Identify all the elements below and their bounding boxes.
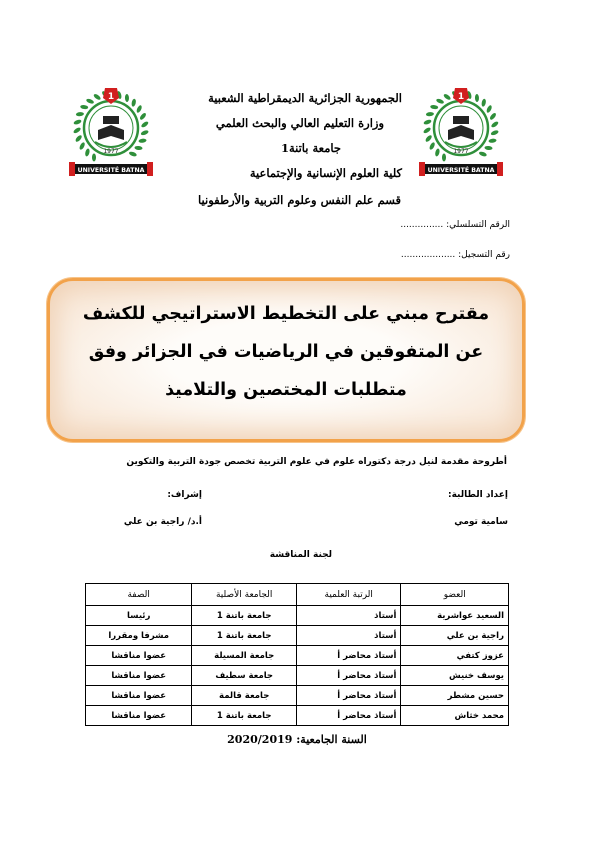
header-department: قسم علم النفس وعلوم التربية والأرطفونيا — [198, 193, 401, 207]
member-rank: أستاذ — [297, 626, 401, 646]
title-frame — [47, 278, 525, 442]
member-university: جامعة سطيف — [192, 666, 297, 686]
table-row — [86, 666, 509, 686]
member-rank: أستاذ محاضر أ — [297, 646, 401, 666]
committee-heading: لجنة المناقشة — [269, 550, 332, 560]
svg-text:1977: 1977 — [103, 148, 119, 155]
university-logo-left — [65, 82, 157, 182]
member-role: رئيسا — [86, 606, 192, 626]
table-header-row — [86, 584, 509, 606]
table-row — [86, 706, 509, 726]
thesis-title: مقترح مبني على التخطيط الاستراتيجي للكشف عن المتفوقين في الرياضيات في الجزائر وفق متطلبات المختصين والتلاميذ — [82, 304, 490, 400]
table-row — [86, 606, 509, 626]
committee-table — [85, 583, 509, 726]
member-name: عزوز كتفي — [401, 646, 509, 666]
svg-text:UNIVERSITÉ BATNA: UNIVERSITÉ BATNA — [427, 167, 495, 174]
header-faculty: كلية العلوم الإنسانية والإجتماعية — [249, 166, 402, 180]
member-name: يوسف خنيش — [401, 666, 509, 686]
university-logo-right — [415, 82, 507, 182]
member-name: السعيد عواشرية — [401, 606, 509, 626]
supervisor-label: إشراف: — [167, 490, 202, 500]
committee-rows — [86, 606, 509, 726]
member-rank: أستاذ محاضر أ — [297, 666, 401, 686]
member-rank: أستاذ محاضر أ — [297, 706, 401, 726]
member-role: عضوا مناقشا — [86, 706, 192, 726]
svg-text:UNIVERSITÉ BATNA: UNIVERSITÉ BATNA — [77, 167, 145, 174]
header-university: جامعة باتنة1 — [280, 141, 341, 155]
thesis-subtitle: أطروحة مقدمة لنيل درجة دكتوراه علوم في علوم التربية تخصص جودة التربية والتكوين — [126, 457, 507, 467]
member-university: جامعة باتنة 1 — [192, 706, 297, 726]
member-name: محمد خثاش — [401, 706, 509, 726]
svg-text:1: 1 — [457, 92, 465, 102]
header-ministry: وزارة التعليم العالي والبحث العلمي — [215, 116, 384, 130]
svg-text:1977: 1977 — [453, 148, 469, 155]
member-rank: أستاذ محاضر أ — [297, 686, 401, 706]
header-university: الجامعة الأصلية — [192, 584, 297, 606]
member-name: حسين مشطر — [401, 686, 509, 706]
header-republic: الجمهورية الجزائرية الديمقراطية الشعبية — [208, 91, 402, 105]
student-name: سامية تومي — [454, 517, 508, 527]
member-rank: أستاذ — [297, 606, 401, 626]
student-label: إعداد الطالبة: — [448, 490, 508, 500]
table-row — [86, 686, 509, 706]
member-university: جامعة باتنة 1 — [192, 626, 297, 646]
registration-number-label: رقم التسجيل: ................... — [400, 250, 510, 260]
supervisor-name: أ.د/ راجية بن علي — [123, 517, 202, 527]
academic-year: السنة الجامعية: 2020/2019 — [227, 733, 367, 746]
member-role: عضوا مناقشا — [86, 686, 192, 706]
header-rank: الرتبة العلمية — [297, 584, 401, 606]
svg-text:1: 1 — [107, 92, 115, 102]
member-role: مشرفا ومقررا — [86, 626, 192, 646]
header-role: الصفة — [86, 584, 192, 606]
header-member: العضو — [401, 584, 509, 606]
member-university: جامعة باتنة 1 — [192, 606, 297, 626]
member-role: عضوا مناقشا — [86, 666, 192, 686]
table-row — [86, 646, 509, 666]
serial-number-label: الرقم التسلسلي: ............... — [400, 220, 510, 230]
member-name: راجية بن علي — [401, 626, 509, 646]
member-university: جامعة المسيلة — [192, 646, 297, 666]
member-role: عضوا مناقشا — [86, 646, 192, 666]
table-row — [86, 626, 509, 646]
member-university: جامعة قالمة — [192, 686, 297, 706]
